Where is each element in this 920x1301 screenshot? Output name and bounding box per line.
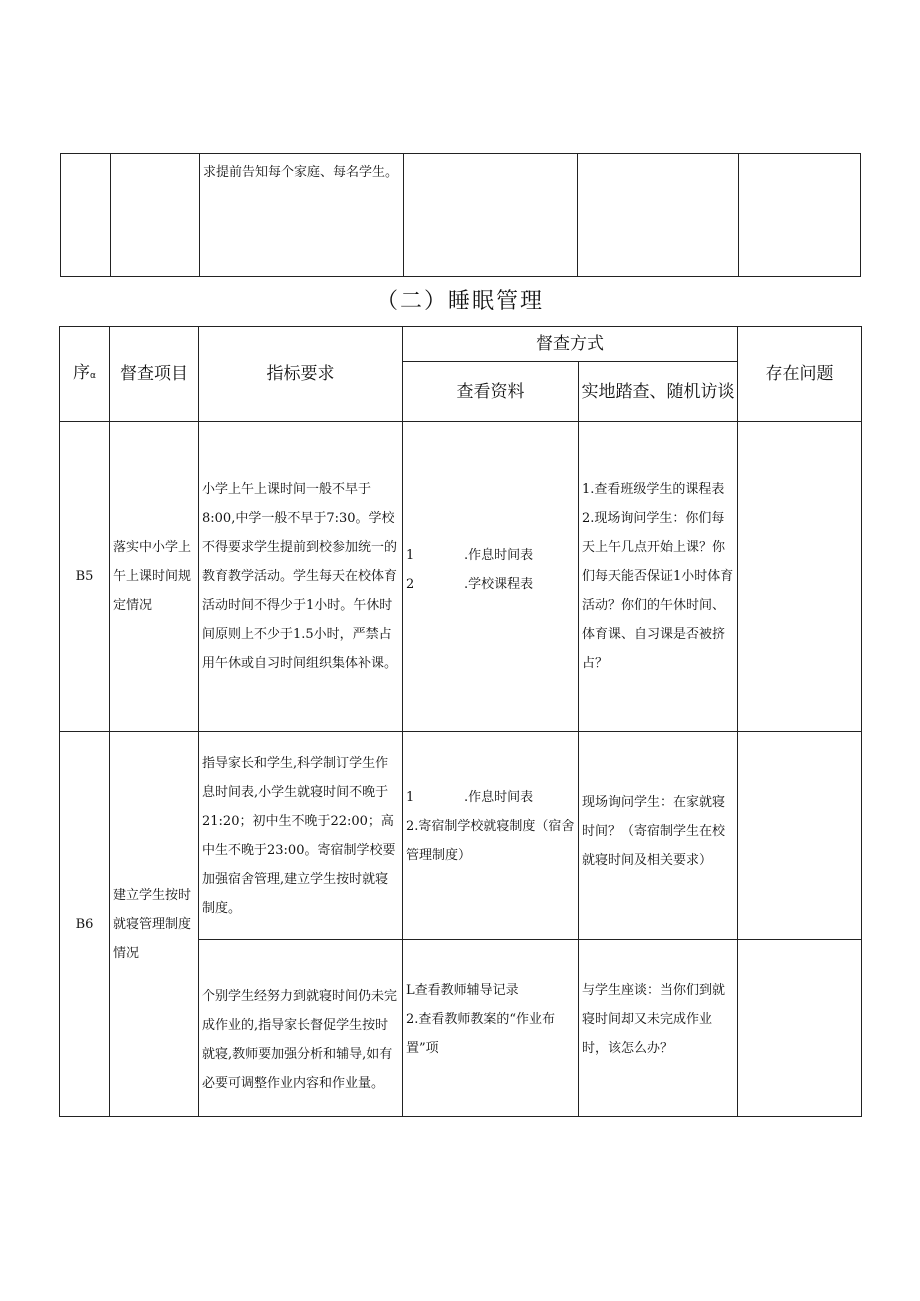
row-issues (738, 422, 862, 732)
header-method: 督查方式 (403, 327, 738, 362)
row-id: B5 (60, 422, 110, 732)
header-seq: 序α (60, 327, 110, 422)
row-materials: 1 .作息时间表 2 .学校课程表 (403, 422, 579, 732)
previous-table (60, 153, 861, 277)
row-issues (738, 940, 862, 1117)
header-issues: 存在问题 (738, 327, 862, 422)
header-onsite: 实地踏查、随机访谈 (579, 362, 738, 422)
row-onsite: 现场询问学生：在家就寝时间？（寄宿制学生在校就寝时间及相关要求） (579, 732, 738, 940)
continued-requirement: 求提前告知每个家庭、每名学生。 (200, 154, 404, 277)
table-row (60, 422, 862, 732)
row-onsite: 与学生座谈：当你们到就寝时间却又未完成作业时，该怎么办？ (579, 940, 738, 1117)
row-materials: L查看教师辅导记录 2.查看教师教案的“作业布置”项 (403, 940, 579, 1117)
header-materials: 查看资料 (403, 362, 579, 422)
row-requirement: 个别学生经努力到就寝时间仍未完成作业的,指导家长督促学生按时就寝,教师要加强分析和辅导,如有必要可调整作业内容和作业量。 (199, 940, 403, 1117)
table-row (60, 732, 862, 940)
row-item: 建立学生按时就寝管理制度情况 (110, 732, 199, 1117)
row-id: B6 (60, 732, 110, 1117)
row-requirement: 小学上午上课时间一般不早于8:00,中学一般不早于7:30。学校不得要求学生提前到校参加统一的教育教学活动。学生每天在校体育活动时间不得少于1小时。午休时间原则上不少于1.5小时，严禁占用午休或自习时间组织集体补课。 (199, 422, 403, 732)
header-requirement: 指标要求 (199, 327, 403, 422)
header-item: 督查项目 (110, 327, 199, 422)
sleep-management-table (59, 326, 862, 1117)
row-onsite: 1.查看班级学生的课程表 2.现场询问学生：你们每天上午几点开始上课？你们每天能否保证1小时体育活动？你们的午休时间、体育课、自习课是否被挤占？ (579, 422, 738, 732)
row-item: 落实中小学上午上课时间规定情况 (110, 422, 199, 732)
row-materials: 1 .作息时间表 2.寄宿制学校就寝制度（宿舍管理制度） (403, 732, 579, 940)
section-title: （二）睡眠管理 (375, 289, 544, 314)
row-issues (738, 732, 862, 940)
row-requirement: 指导家长和学生,科学制订学生作息时间表,小学生就寝时间不晚于21:20；初中生不晚于22:00；高中生不晚于23:00。寄宿制学校要加强宿舍管理,建立学生按时就寝制度。 (199, 732, 403, 940)
